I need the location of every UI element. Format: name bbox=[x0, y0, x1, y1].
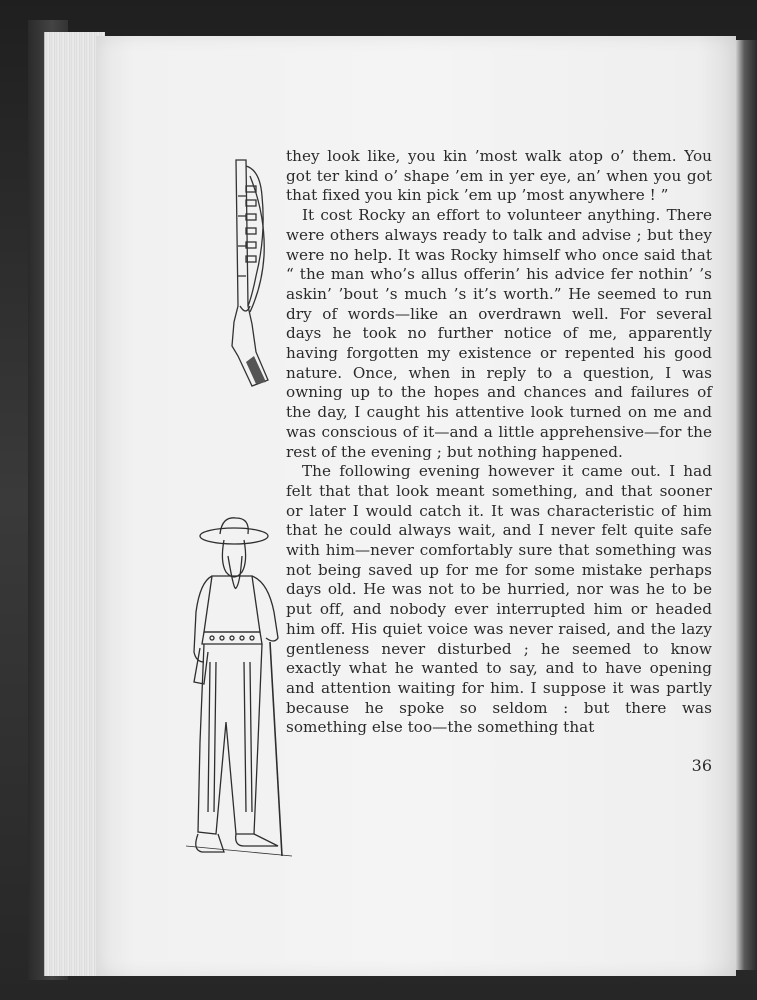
page-number: 36 bbox=[691, 756, 712, 775]
rifle-illustration bbox=[226, 156, 276, 388]
paragraph: they look like, you kin ’most walk atop o’ them. You got ter kind o’ shape ’em in yer eye, an’ when you got that fixed you kin pick ’em up ’most anywhere ! ” bbox=[286, 147, 712, 205]
paragraph: The following evening however it came out. I had felt that that look meant something, and that sooner or later I would catch it. It was characteristic of him that he could always wait, and I never felt quite safe with him—never comfortably sure that something was not being saved up for me for some mistake perhaps days old. He was not to be hurried, nor was he to be put off, and nobody ever interrupted him or headed him off. His quiet voice was never raised, and the lazy gentleness never disturbed ; he seemed to know exactly what he wanted to say, and to have opening and attention waiting for him. I suppose it was partly because he spoke so seldom : but there was something else too—the something that bbox=[286, 462, 712, 737]
facing-page-edge bbox=[736, 40, 757, 970]
body-text bbox=[286, 147, 712, 738]
paragraph: It cost Rocky an effort to volunteer anything. There were others always ready to talk and advise ; but they were no help. It was Rocky himself who once said that “ the man who’s allus offerin’ his advice fer nothin’ ’s askin’ ’bout ’s much ’s it’s worth.” He seemed to run dry of words—like an overdrawn well. For several days he took no further notice of me, apparently having forgotten my existence or repented his good nature. Once, when in reply to a question, I was owning up to the hopes and chances and failures of the day, I caught his attentive look turned on me and was conscious of it—and a little apprehensive—for the rest of the evening ; but nothing happened. bbox=[286, 206, 712, 461]
man-illustration bbox=[182, 512, 292, 868]
